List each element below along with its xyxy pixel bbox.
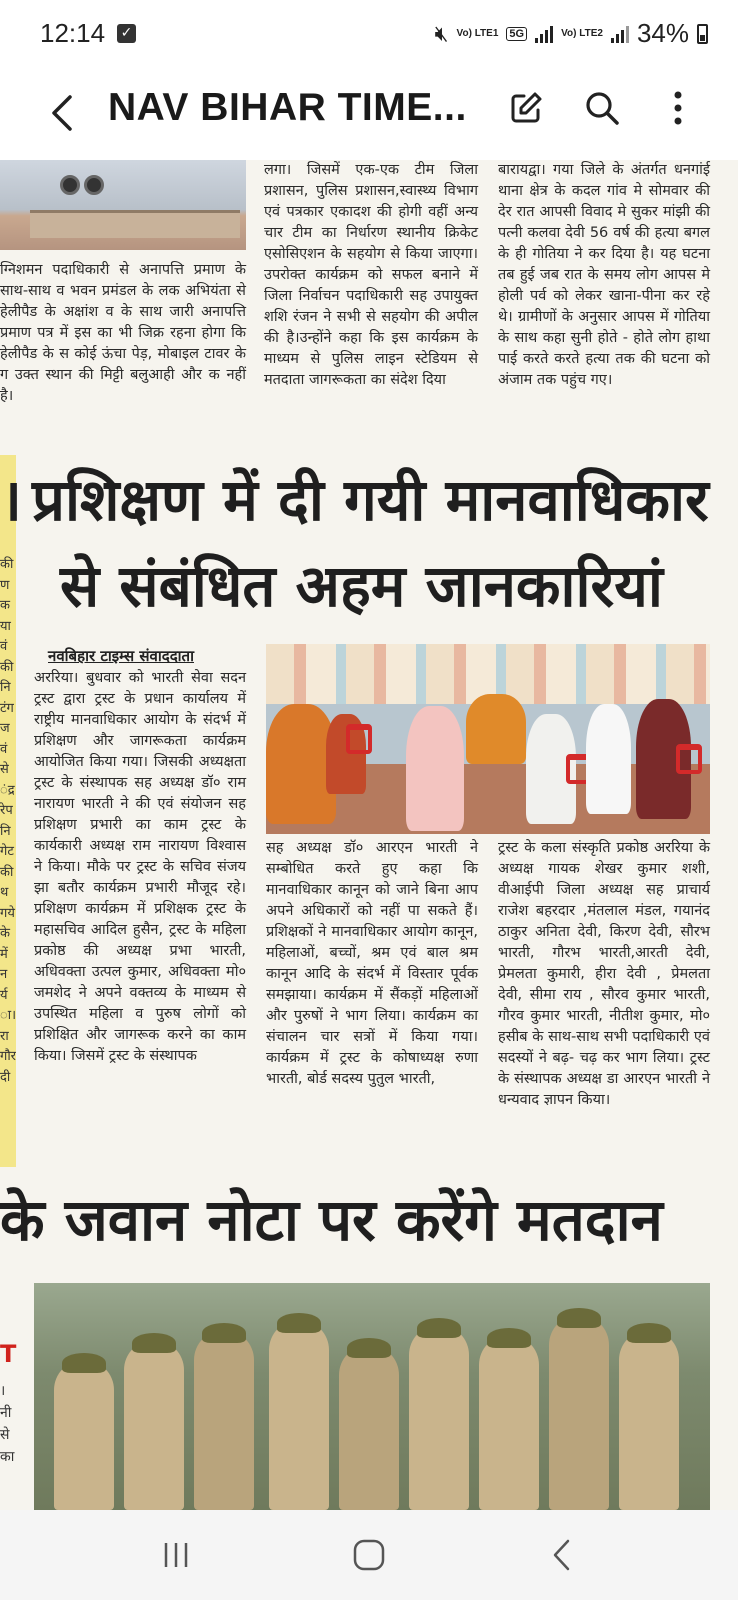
- left-edge-text: की ण क या वं की नि टंग ज वं से ंद्र रेप नि गेट की थ गये के में न र्य ा। रा गौर दी: [0, 557, 16, 1085]
- more-vert-icon: [673, 90, 683, 126]
- recents-button[interactable]: [146, 1530, 206, 1580]
- signal-2-icon: [611, 25, 629, 43]
- left-bottom-text: । नी से का: [0, 1383, 15, 1465]
- headline-bottom: के जवान नोटा पर करेंगे मतदान: [0, 1186, 663, 1254]
- app-title: NAV BIHAR TIME...: [108, 86, 467, 129]
- top-left-column: ग्निशमन पदाधिकारी से अनापत्ति प्रमाण के साथ-साथ व भवन प्रमंडल के लक अभियंता से हेलीपैड के अक्षांश व के साथ जारी अनापत्ति प्रमाण पत्र में इस का भी जिक्र रहना होगा कि हेलीपैड के स कोई ऊंचा पेड़, मोबाइल टावर के ग उक्त स्थान की मिट्टी बलुआही और क नहीं है।: [0, 262, 246, 404]
- back-nav-button[interactable]: [532, 1530, 592, 1580]
- mute-icon: 🔇︎: [434, 20, 449, 46]
- byline: नवबिहार टाइम्स संवाददाता: [48, 647, 194, 665]
- article-column-1: अररिया। बुधवार को भारती सेवा सदन ट्रस्ट द्वारा ट्रस्ट के प्रधान कार्यालय में राष्ट्रीय मानवाधिकार आयोग के संदर्भ में प्रशिक्षण और जागरूकता कार्यक्रम आयोजित किया गया। जिसकी अध्यक्षता ट्रस्ट के संस्थापक सह अध्यक्ष डॉ० राम नारायण भारती ने की एवं संयोजन सह प्रशिक्षण प्रभारी का काम ट्रस्ट के कार्यकारी अध्यक्ष राम नारायण विश्वास ने किया। मौके पर ट्रस्ट के सचिव संजय झा बतौर कार्यक्रम प्रभारी मौजूद रहे। प्रशिक्षण कार्यक्रम में प्रशिक्षक ट्रस्ट के महासचिव आदिल हुसैन, ट्रस्ट के महिला प्रकोष्ठ की अध्यक्ष प्रभा भारती, अधिवक्ता उत्पल कुमार, अधिवक्ता मो० जमशेद ने अपने वक्तव्य के माध्यम से उपस्थित महिला व पुरुष लोगों को प्रशिक्षित और जागरूक करने का काम किया। जिसमें ट्रस्ट के संस्थापक: [34, 670, 246, 1064]
- home-button[interactable]: [339, 1530, 399, 1580]
- back-button[interactable]: [40, 88, 84, 138]
- recents-icon: [161, 1540, 191, 1570]
- app-bar: [0, 70, 738, 160]
- airport-photo: [0, 160, 246, 250]
- top-right-column: बारायद्वा। गया जिले के अंतर्गत धनगांई थाना क्षेत्र के कदल गांव मे सोमवार की देर रात आपसी विवाद मे सुकर मांझी की पत्नी कलवा देवी 56 वर्ष की हत्या बगल के ही गोतिया ने कर दिया है। यह घटना तब हुई जब रात के समय लोग आपस मे होली पर्व को लेकर खाना-पीना कर रहे थे। ग्रामीणों के अनुसार आपस में गोतिया के साथ कहा सुनी होते - होते लोग हाथा पाई करते करते हत्या तक की घटना को अंजाम तक पहुंच गए।: [498, 162, 710, 388]
- headline-fragment: ।: [0, 466, 22, 534]
- search-button[interactable]: [582, 88, 622, 128]
- event-photo: [266, 644, 710, 834]
- police-photo: [34, 1283, 710, 1510]
- red-mark: T: [0, 1340, 17, 1368]
- status-bar: [0, 0, 738, 70]
- back-icon: [50, 93, 74, 133]
- battery-percent: 34%: [636, 18, 689, 48]
- lte1-indicator: Vo) LTE1: [456, 27, 499, 39]
- headline-line-1: प्रशिक्षण में दी गयी मानवाधिकार: [32, 466, 709, 534]
- app-actions: [506, 88, 698, 128]
- more-button[interactable]: [658, 88, 698, 128]
- search-icon: [584, 90, 620, 126]
- edit-button[interactable]: [506, 88, 546, 128]
- home-icon: [352, 1538, 386, 1572]
- newspaper-image[interactable]: [0, 160, 738, 1510]
- navigation-bar: [0, 1510, 738, 1600]
- edit-icon: [508, 90, 544, 126]
- back-nav-icon: [552, 1538, 572, 1572]
- status-time: 12:14: [40, 18, 106, 48]
- article-column-3: ट्रस्ट के कला संस्कृति प्रकोष्ठ अररिया के अध्यक्ष गायक शेखर कुमार शशी, वीआईपी जिला अध्यक्ष सह प्राचार्य राजेश बहरदार ,मंतलाल मंडल, गयानंद ठाकुर अनिता देवी, किरण देवी, सौरभ भारती, गौरभ भारती,आरती देवी, प्रेमलता कुमारी, हीरा देवी , प्रेमलता देवी, सीमा राय , सौरव कुमार भारती, गौरव कुमार भारती, नीतीश कुमार, मो० हसीब के साथ-साथ सभी पदाधिकारी एवं सदस्यों ने बढ़- चढ़ कर भाग लिया। ट्रस्ट के संस्थापक अध्यक्ष डा आरएन भारती ने धन्यवाद ज्ञापन किया।: [498, 840, 710, 1108]
- article-column-2: सह अध्यक्ष डॉ० आरएन भारती ने सम्बोधित करते हुए कहा कि मानवाधिकार कानून को जाने बिना आप अपने अधिकारों को नहीं पा सकते हैं। प्रशिक्षकों ने मानवाधिकार आयोग कानून, महिलाओं, बच्चों, श्रम एवं बाल श्रम कानून आदि के संदर्भ में विस्तार पूर्वक समझाया। कार्यक्रम में सैंकड़ों महिलाओं और पुरुषों ने भाग लिया। कार्यक्रम का संचालन चार सत्रों में किया गया। कार्यक्रम में ट्रस्ट के कोषाध्यक्ष रुणा भारती, बोर्ड सदस्य पुतुल भारती,: [266, 840, 478, 1087]
- signal-1-icon: [535, 25, 553, 43]
- headline-line-2: से संबंधित अहम जानकारियां: [60, 552, 663, 620]
- 5g-indicator: 5G: [506, 27, 527, 41]
- top-middle-column: लगा। जिसमें एक-एक टीम जिला प्रशासन, पुलिस प्रशासन,स्वास्थ्य विभाग एवं पत्रकार एकादश की होगी वहीं अन्य चार टीम का निर्धारण स्थानीय क्रिकेट एसोसिएशन के सहयोग से किया जाएगा। उपरोक्त कार्यक्रम को सफल बनाने में जिला निर्वाचन पदाधिकारी सह उपायुक्त शशि रंजन ने सभी से सहयोग की अपील की है।उन्होंने कहा कि इस कार्यक्रम के माध्यम से पुलिस लाइन स्टेडियम से मतदाता जागरूकता का संदेश दिया: [264, 162, 478, 388]
- lte2-indicator: Vo) LTE2: [561, 27, 603, 39]
- notification-check-icon: ✓: [117, 24, 136, 43]
- battery-icon: [697, 24, 708, 44]
- status-indicators: [435, 18, 708, 49]
